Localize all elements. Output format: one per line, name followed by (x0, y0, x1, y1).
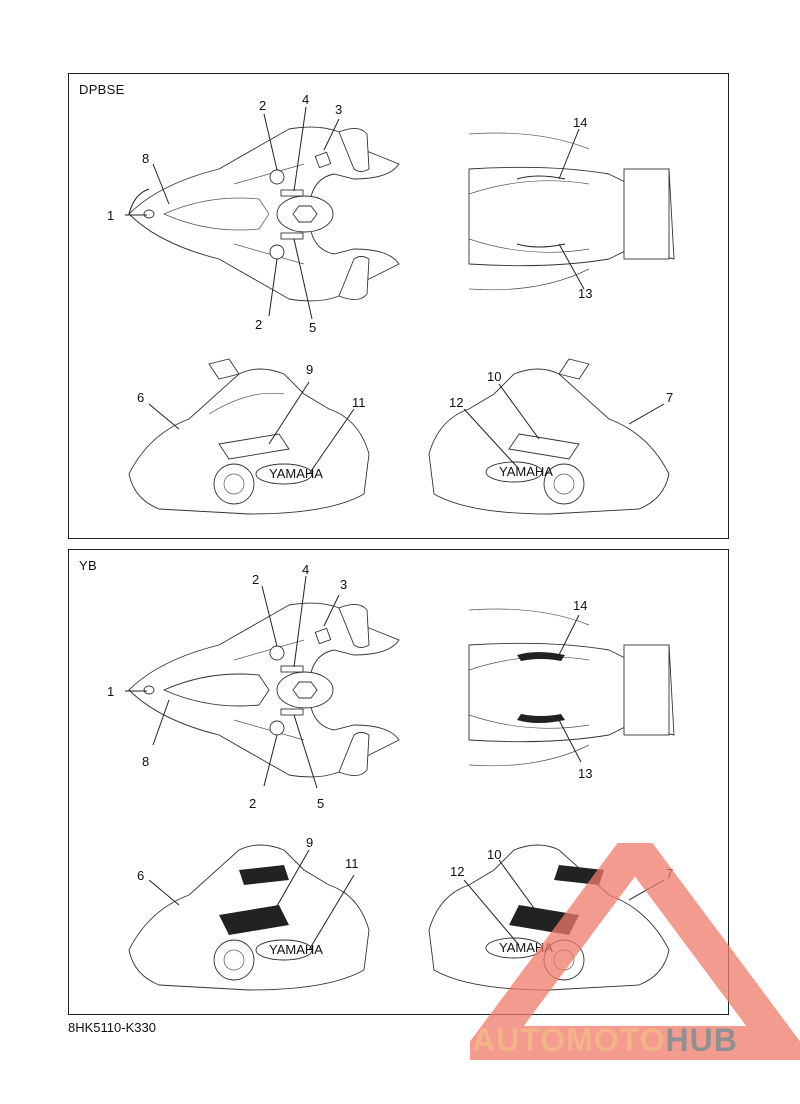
decal-text-right: YAMAHA (499, 464, 553, 479)
callout-14: 14 (573, 115, 588, 130)
callout-6: 6 (137, 390, 145, 405)
callout-6: 6 (137, 868, 145, 883)
callout-11: 11 (352, 395, 366, 410)
panel-artwork (69, 74, 730, 540)
callout-10: 10 (487, 847, 502, 862)
document-code: 8HK5110-K330 (68, 1020, 156, 1035)
callout-1: 1 (107, 208, 115, 223)
callout-2b: 2 (249, 796, 257, 811)
watermark-text (472, 1022, 738, 1059)
callout-1: 1 (107, 684, 115, 699)
callout-13: 13 (578, 286, 593, 301)
callout-7: 7 (666, 390, 674, 405)
decal-text-left: YAMAHA (269, 942, 323, 957)
right-side-view-drawing (429, 359, 669, 514)
callout-4: 4 (302, 562, 310, 577)
callout-13: 13 (578, 766, 593, 781)
callout-8: 8 (142, 151, 150, 166)
callout-5: 5 (317, 796, 325, 811)
callout-3: 3 (340, 577, 348, 592)
callout-3: 3 (335, 102, 343, 117)
callout-4: 4 (302, 92, 310, 107)
watermark-text-part2: HUB (665, 1022, 738, 1058)
callout-2a: 2 (252, 572, 260, 587)
callout-14: 14 (573, 598, 588, 613)
callout-9: 9 (306, 362, 314, 377)
top-view-drawing (129, 127, 399, 301)
callout-5: 5 (309, 320, 317, 335)
callout-11: 11 (345, 856, 359, 871)
callout-2b: 2 (255, 317, 263, 332)
diagram-panel-dpbse (68, 73, 729, 539)
callout-7: 7 (666, 866, 674, 881)
decal-text-right: YAMAHA (499, 940, 553, 955)
callout-12: 12 (449, 395, 464, 410)
watermark-text-part1: AUTOMOTO (472, 1022, 666, 1058)
top-view-drawing (129, 603, 399, 777)
callout-12: 12 (450, 864, 465, 879)
rear-top-view-drawing (469, 609, 674, 766)
left-side-view-drawing (129, 845, 369, 990)
left-side-view-drawing (129, 359, 369, 514)
callout-10: 10 (487, 369, 502, 384)
decal-text-left: YAMAHA (269, 466, 323, 481)
callout-9: 9 (306, 835, 314, 850)
panel-label: DPBSE (79, 82, 125, 97)
callout-8: 8 (142, 754, 150, 769)
panel-label: YB (79, 558, 97, 573)
callout-2a: 2 (259, 98, 267, 113)
